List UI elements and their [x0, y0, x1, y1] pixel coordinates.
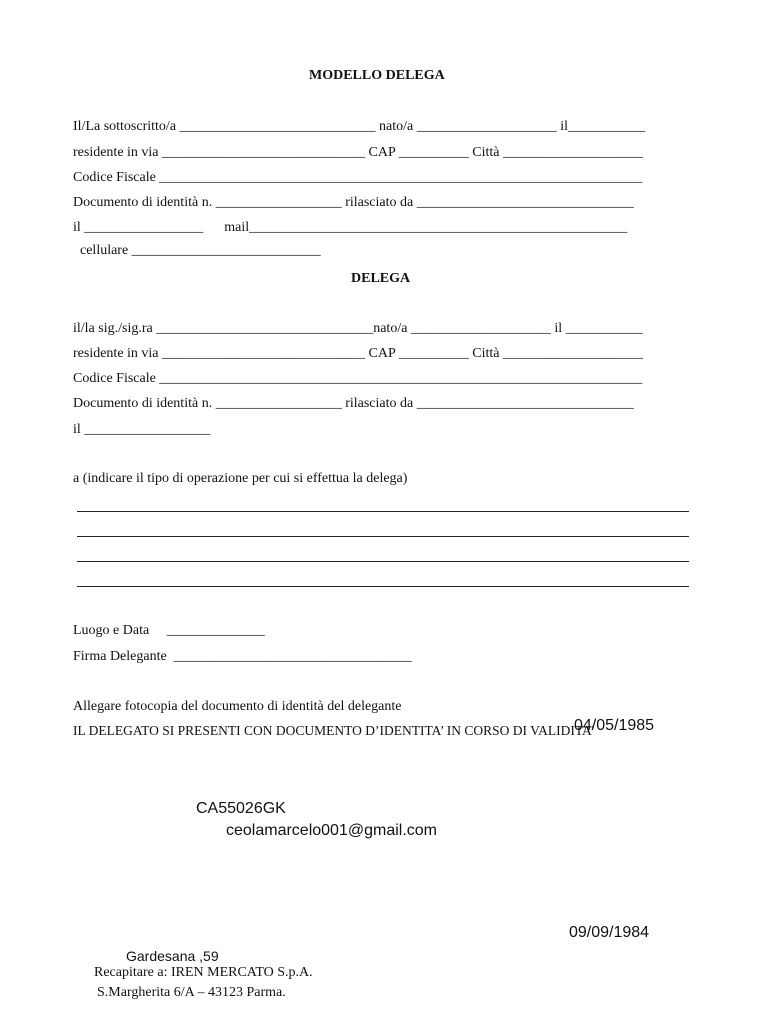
delegato-codice-fiscale-line: Codice Fiscale _____________________________________________________________________ [73, 371, 643, 386]
allegare-note: Allegare fotocopia del documento di identità del delegante [73, 699, 402, 714]
form-title: MODELLO DELEGA [309, 68, 445, 83]
footer-recipient: Recapitare a: IREN MERCATO S.p.A. [94, 965, 313, 980]
operation-rule-2 [77, 536, 689, 537]
delegato-address-line: residente in via _____________________________ CAP __________ Città ____________________ [73, 346, 643, 361]
delegante-document-line: Documento di identità n. __________________ rilasciato da _______________________________ [73, 195, 634, 210]
operation-rule-3 [77, 561, 689, 562]
delegante-cellulare-line: cellulare ___________________________ [73, 243, 321, 258]
validity-notice: IL DELEGATO SI PRESENTI CON DOCUMENTO D’IDENTITA’ IN CORSO DI VALIDITA’ [73, 723, 595, 738]
delegante-codice-fiscale-line: Codice Fiscale _____________________________________________________________________ [73, 170, 643, 185]
delegato-document-line: Documento di identità n. __________________ rilasciato da _______________________________ [73, 396, 634, 411]
footer-address: S.Margherita 6/A – 43123 Parma. [97, 985, 286, 1000]
handwritten-date-overlay: 04/05/1985 [574, 717, 655, 734]
operation-rule-1 [77, 511, 689, 512]
luogo-data-line: Luogo e Data ______________ [73, 623, 265, 638]
delegante-mail-line: il _________________ mail______________________________________________________ [73, 220, 628, 235]
firma-delegante-line: Firma Delegante __________________________________ [73, 649, 412, 664]
delegato-date-line: il __________________ [73, 422, 211, 437]
delegante-name-line: Il/La sottoscritto/a ____________________________ nato/a ____________________ il___________ [73, 119, 646, 134]
delegato-name-line: il/la sig./sig.ra _______________________________nato/a ____________________ il ___________ [73, 321, 643, 336]
operation-rule-4 [77, 586, 689, 587]
handwritten-date-bottom: 09/09/1984 [569, 924, 650, 941]
handwritten-address: Gardesana ,59 [126, 948, 219, 964]
delegante-address-line: residente in via _____________________________ CAP __________ Città ____________________ [73, 145, 643, 160]
handwritten-document-number: CA55026GK [196, 800, 286, 817]
delega-heading: DELEGA [351, 271, 411, 286]
handwritten-email: ceolamarcelo001@gmail.com [226, 822, 437, 839]
operation-prompt: a (indicare il tipo di operazione per cui si effettua la delega) [73, 471, 408, 486]
